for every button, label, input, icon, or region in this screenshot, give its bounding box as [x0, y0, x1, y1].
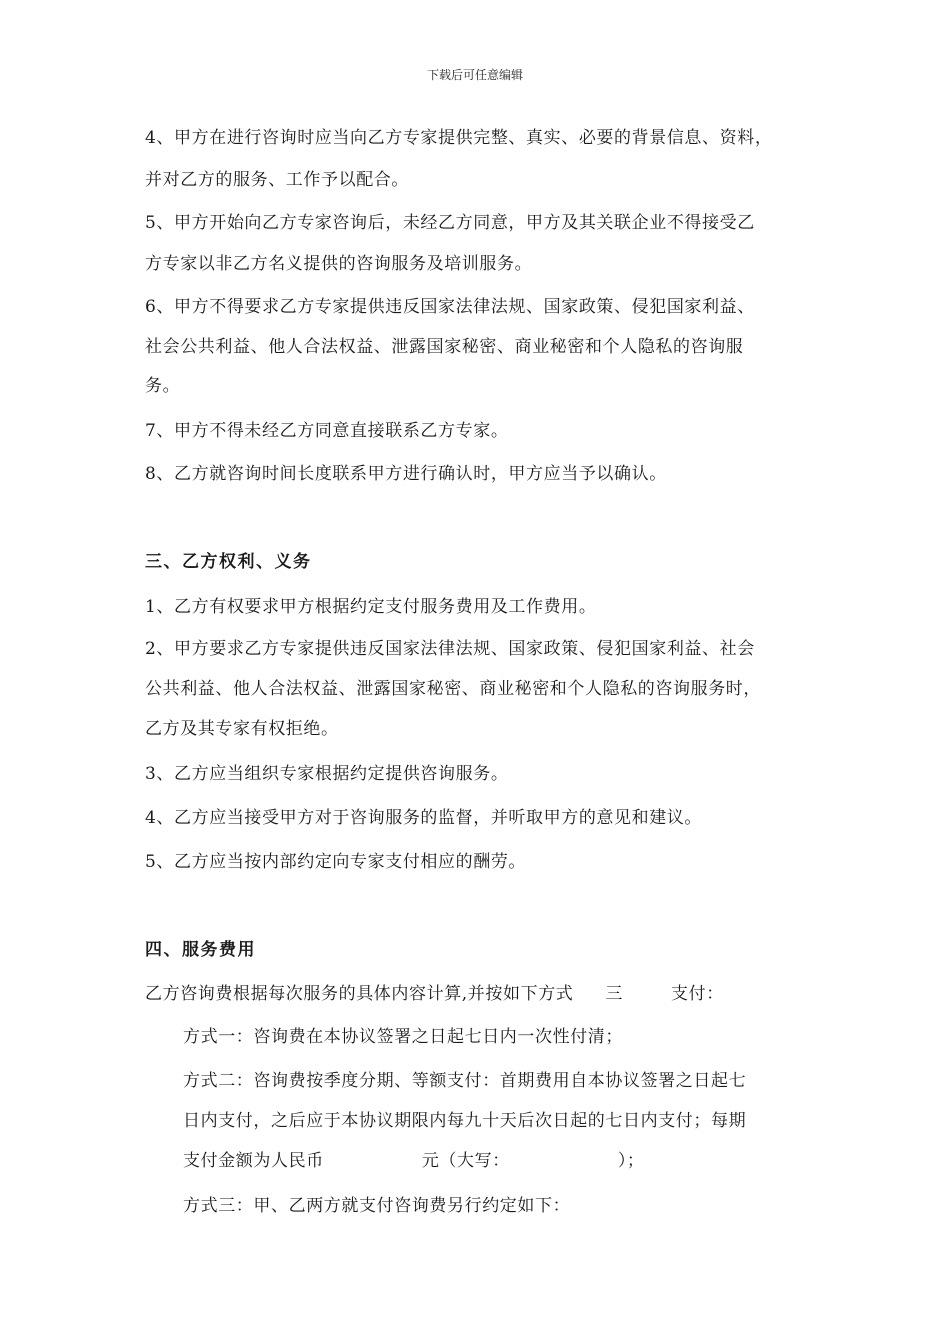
payment-method-3: 方式三：甲、乙两方就支付咨询费另行约定如下： [183, 1196, 571, 1216]
section-4-heading: 四、服务费用 [145, 940, 256, 960]
clause-3-2-line2: 公共利益、他人合法权益、泄露国家秘密、商业秘密和个人隐私的咨询服务时， [145, 679, 761, 699]
clause-a5-line2: 方专家以非乙方名义提供的咨询服务及培训服务。 [145, 254, 533, 274]
amount-uppercase-label: 元（大写： [421, 1151, 510, 1171]
clause-3-2-line3: 乙方及其专家有权拒绝。 [145, 719, 339, 739]
amount-label: 支付金额为人民币 [183, 1151, 324, 1171]
section-3-heading: 三、乙方权利、义务 [145, 552, 312, 572]
clause-3-2-line1: 2、甲方要求乙方专家提供违反国家法律法规、国家政策、侵犯国家利益、社会 [145, 639, 755, 659]
payment-method-2-line1: 方式二：咨询费按季度分期、等额支付：首期费用自本协议签署之日起七 [183, 1071, 747, 1091]
page-header-note: 下载后可任意编辑 [426, 68, 523, 82]
payment-method-2-line2: 日内支付，之后应于本协议期限内每九十天后次日起的七日内支付；每期 [183, 1111, 747, 1131]
clause-3-3: 3、乙方应当组织专家根据约定提供咨询服务。 [145, 764, 509, 784]
payment-method-2-line3 [183, 1151, 645, 1171]
fee-intro-suffix: 支付： [671, 984, 724, 1004]
clause-a8: 8、乙方就咨询时间长度联系甲方进行确认时，甲方应当予以确认。 [145, 464, 667, 484]
clause-a7: 7、甲方不得未经乙方同意直接联系乙方专家。 [145, 421, 509, 441]
clause-a6-line2: 社会公共利益、他人合法权益、泄露国家秘密、商业秘密和个人隐私的咨询服 [145, 337, 744, 357]
clause-3-4: 4、乙方应当接受甲方对于咨询服务的监督，并听取甲方的意见和建议。 [145, 808, 703, 828]
clause-3-1: 1、乙方有权要求甲方根据约定支付服务费用及工作费用。 [145, 597, 597, 617]
fee-method-choice: 三 [605, 984, 624, 1004]
clause-a4-line2: 并对乙方的服务、工作予以配合。 [145, 170, 409, 190]
fee-intro [145, 984, 724, 1004]
amount-close: ）； [617, 1151, 645, 1171]
payment-method-1: 方式一：咨询费在本协议签署之日起七日内一次性付清； [183, 1027, 623, 1047]
clause-a5-line1: 5、甲方开始向乙方专家咨询后，未经乙方同意，甲方及其关联企业不得接受乙 [145, 213, 755, 233]
fee-intro-text: 乙方咨询费根据每次服务的具体内容计算,并按如下方式 [145, 984, 574, 1004]
clause-3-5: 5、乙方应当按内部约定向专家支付相应的酬劳。 [145, 852, 527, 872]
clause-a6-line3: 务。 [145, 376, 181, 396]
clause-a6-line1: 6、甲方不得要求乙方专家提供违反国家法律法规、国家政策、侵犯国家利益、 [145, 297, 755, 317]
clause-a4-line1: 4、甲方在进行咨询时应当向乙方专家提供完整、真实、必要的背景信息、资料， [145, 128, 773, 148]
